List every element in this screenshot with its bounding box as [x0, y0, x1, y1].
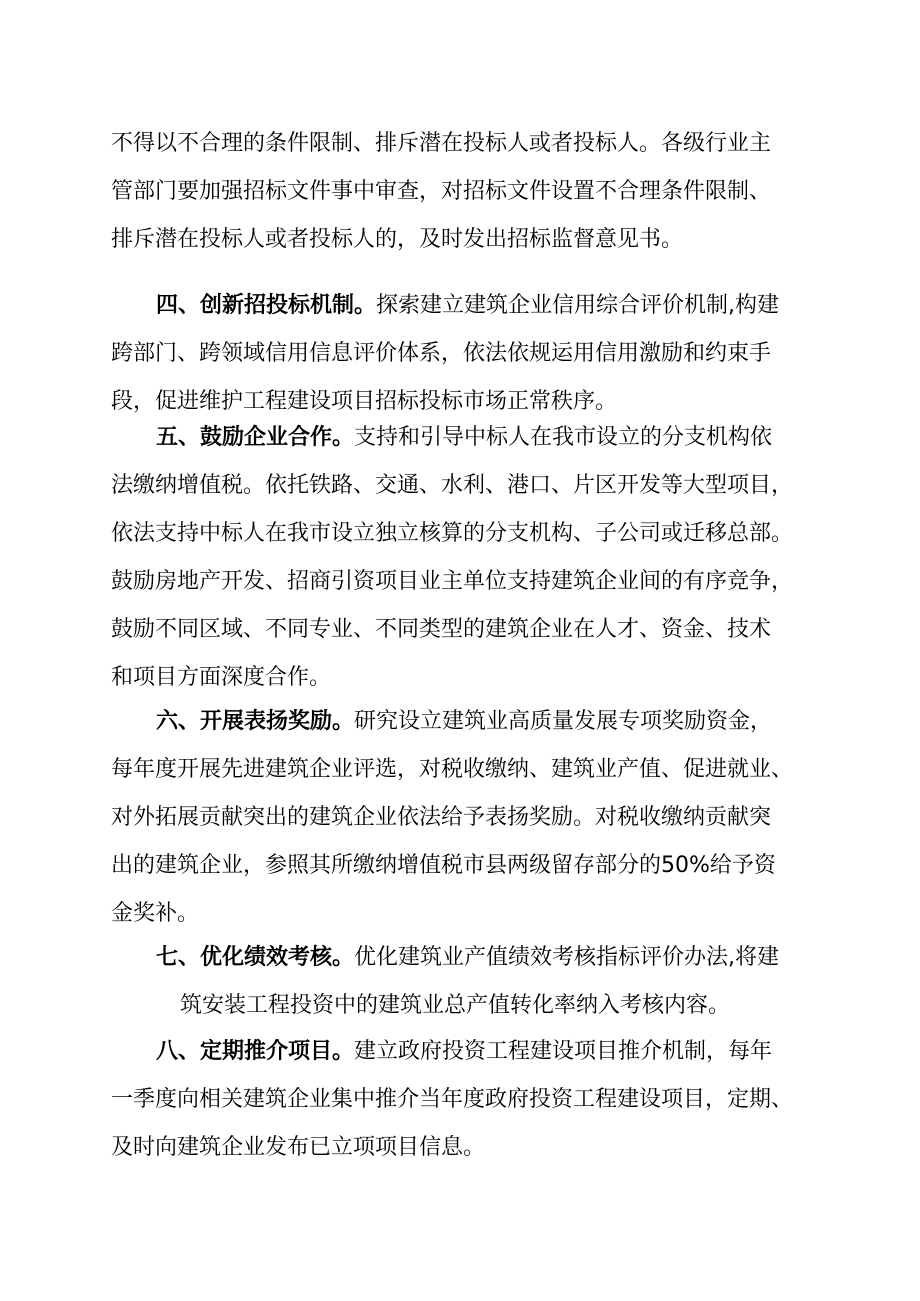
intro-line-2: 管部门要加强招标文件事中审查，对招标文件设置不合理条件限制、	[111, 179, 772, 204]
intro-line-1: 不得以不合理的条件限制、排斥潜在投标人或者投标人。各级行业主	[111, 131, 772, 156]
section-7-first-line	[156, 940, 779, 976]
section-6-line-1: 研究设立建筑业高质量发展专项奖励资金，	[354, 709, 773, 734]
section-6-first-line	[156, 704, 772, 740]
section-8-line-1: 建立政府投资工程建设项目推介机制，每年	[354, 1039, 773, 1064]
section-5-heading: 五、鼓励企业合作。	[156, 425, 355, 450]
section-6-line-2: 每年度开展先进建筑企业评选，对税收缴纳、建筑业产值、促进就业、	[111, 757, 794, 782]
section-4-line-2: 跨部门、跨领域信用信息评价体系，依法依规运用信用激励和约束手	[111, 341, 772, 366]
section-5-first-line	[156, 420, 772, 456]
section-4-line-3: 段，促进维护工程建设项目招标投标市场正常秩序。	[111, 389, 618, 414]
section-4-line-1: 探索建立建筑企业信用综合评价机制,构建	[376, 293, 780, 318]
section-6-heading: 六、开展表扬奖励。	[156, 709, 355, 734]
intro-line-3: 排斥潜在投标人或者投标人的，及时发出招标监督意见书。	[111, 227, 684, 252]
section-6-line-4: 出的建筑企业，参照其所缴纳增值税市县两级留存部分的50%给予资	[111, 853, 776, 878]
section-5-line-2: 法缴纳增值税。依托铁路、交通、水利、港口、片区开发等大型项目，	[111, 473, 794, 498]
section-5-line-6: 和项目方面深度合作。	[111, 665, 332, 690]
section-7-line-2: 筑安装工程投资中的建筑业总产值转化率纳入考核内容。	[180, 993, 731, 1018]
section-6-line-5: 金奖补。	[111, 901, 200, 926]
section-5-line-5: 鼓励不同区域、不同专业、不同类型的建筑企业在人才、资金、技术	[111, 617, 772, 642]
section-7-heading: 七、优化绩效考核。	[156, 945, 355, 970]
section-8-first-line	[156, 1034, 772, 1070]
section-5-line-4: 鼓励房地产开发、招商引资项目业主单位支持建筑企业间的有序竞争，	[111, 569, 794, 594]
section-8-heading: 八、定期推介项目。	[156, 1039, 355, 1064]
section-5-line-1: 支持和引导中标人在我市设立的分支机构依	[354, 425, 773, 450]
section-6-line-3: 对外拓展贡献突出的建筑企业依法给予表扬奖励。对税收缴纳贡献突	[111, 805, 772, 830]
section-8-line-2: 一季度向相关建筑企业集中推介当年度政府投资工程建设项目，定期、	[111, 1087, 794, 1112]
section-8-line-3: 及时向建筑企业发布已立项项目信息。	[111, 1135, 486, 1160]
section-4-first-line	[156, 288, 779, 324]
section-7-line-1: 优化建筑业产值绩效考核指标评价办法,将建	[354, 945, 780, 970]
section-4-heading: 四、创新招投标机制。	[156, 293, 377, 318]
section-5-line-3: 依法支持中标人在我市设立独立核算的分支机构、子公司或迁移总部。	[111, 521, 794, 546]
